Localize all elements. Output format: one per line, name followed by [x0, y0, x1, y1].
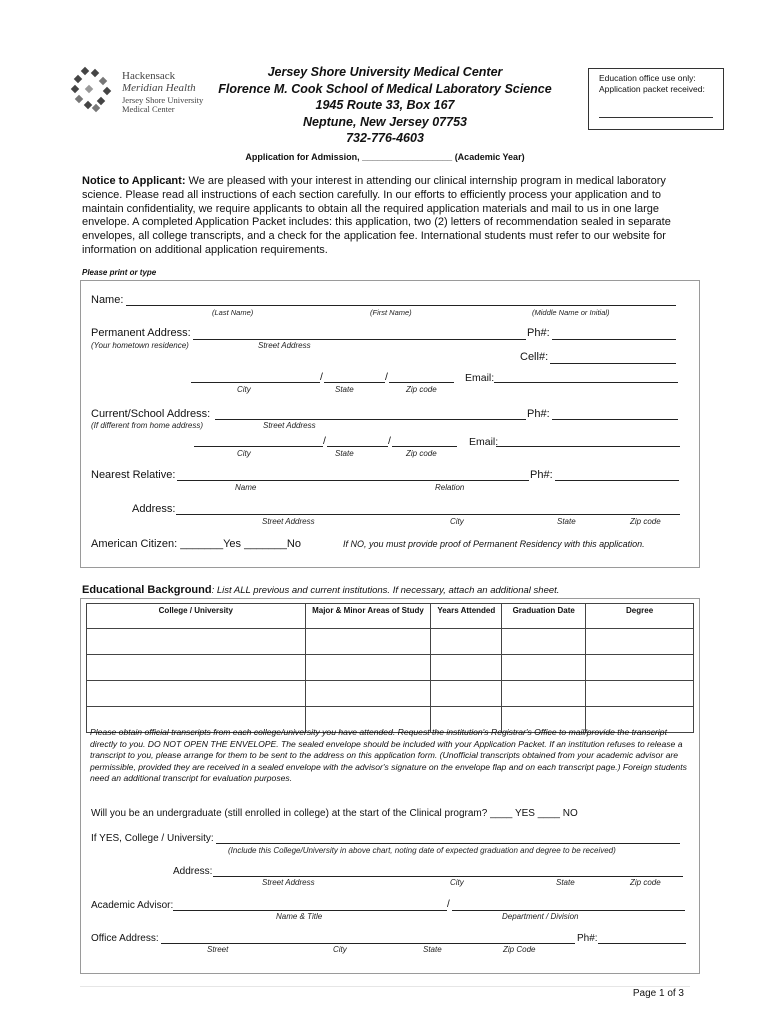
logo-line2: Meridian Health	[122, 82, 196, 94]
hometown-hint: (Your hometown residence)	[91, 341, 189, 350]
school-zip-caption: Zip code	[406, 449, 437, 458]
college-state-caption: State	[556, 878, 575, 887]
permanent-phone-label: Ph#:	[527, 327, 550, 339]
department-caption: Department / Division	[502, 912, 579, 921]
office-phone-field[interactable]	[598, 943, 686, 944]
col-college: College / University	[87, 604, 306, 629]
table-cell[interactable]	[502, 681, 586, 707]
permanent-email-field[interactable]	[494, 382, 678, 383]
application-title: Application for Admission, __________________ (Academic Year)	[245, 152, 525, 162]
relative-phone-label: Ph#:	[530, 469, 553, 481]
page-number: Page 1 of 3	[632, 988, 684, 999]
table-cell[interactable]	[502, 629, 586, 655]
advisor-name-field[interactable]	[173, 910, 447, 911]
notice-body: We are pleased with your interest in attending our clinical internship program in medical laboratory science. Please read all instructions of each section carefully. In our efforts to efficiently process your application and to maintain confidentiality, we require applicants to obtain all the required application materials and mail to us in one large envelope. A completed Application Packet includes: this application, two (2) letters of recommendation sealed in separate envelopes, all college transcripts, and a check for the application fee. International students must refer to our website for information on additional application requirements.	[82, 175, 671, 256]
header-phone: 732-776-4603	[346, 131, 424, 145]
table-cell[interactable]	[87, 629, 306, 655]
table-row	[87, 655, 694, 681]
if-yes-college-field[interactable]	[216, 843, 680, 844]
table-cell[interactable]	[586, 681, 694, 707]
school-phone-field[interactable]	[552, 419, 678, 420]
packet-received-label: Application packet received:	[599, 84, 705, 94]
middle-name-caption: (Middle Name or Initial)	[532, 308, 610, 317]
college-address-label: Address:	[173, 866, 213, 877]
state-caption: State	[335, 385, 354, 394]
col-graduation: Graduation Date	[502, 604, 586, 629]
nearest-relative-label: Nearest Relative:	[91, 469, 176, 481]
relative-address-field[interactable]	[176, 514, 680, 515]
if-yes-college-hint: (Include this College/University in above chart, noting date of expected graduation and degree to be received)	[228, 846, 616, 855]
table-cell[interactable]	[87, 655, 306, 681]
hospital-logo-text	[122, 71, 203, 114]
college-zip-caption: Zip code	[630, 878, 661, 887]
table-cell[interactable]	[586, 629, 694, 655]
relative-relation-caption: Relation	[435, 483, 465, 492]
advisor-department-field[interactable]	[452, 910, 685, 911]
citizen-note: If NO, you must provide proof of Permanent Residency with this application.	[343, 539, 645, 549]
permanent-address-field[interactable]	[193, 339, 526, 340]
header-street: 1945 Route 33, Box 167	[315, 98, 455, 112]
office-use-box	[588, 68, 724, 130]
slash-3: /	[323, 435, 326, 447]
table-cell[interactable]	[87, 681, 306, 707]
office-phone-label: Ph#:	[577, 933, 598, 944]
relative-street-caption: Street Address	[262, 517, 315, 526]
office-address-label: Office Address:	[91, 933, 159, 944]
last-name-caption: (Last Name)	[212, 308, 254, 317]
relative-zip-caption: Zip code	[630, 517, 661, 526]
footer-divider	[80, 986, 690, 987]
education-table	[86, 603, 694, 733]
permanent-city-field[interactable]	[191, 382, 320, 383]
city-caption: City	[237, 385, 251, 394]
col-years: Years Attended	[431, 604, 502, 629]
school-city-caption: City	[237, 449, 251, 458]
education-heading-bold: Educational Background	[82, 584, 212, 596]
academic-advisor-label: Academic Advisor:	[91, 900, 174, 911]
nearest-relative-field[interactable]	[177, 480, 529, 481]
notice-to-applicant	[82, 175, 692, 258]
packet-received-line	[599, 117, 713, 118]
table-cell[interactable]	[431, 629, 502, 655]
relative-address-label: Address:	[132, 503, 176, 515]
permanent-zip-field[interactable]	[389, 382, 454, 383]
slash-2: /	[385, 371, 388, 383]
school-state-caption: State	[335, 449, 354, 458]
name-label: Name:	[91, 294, 124, 306]
school-state-field[interactable]	[327, 446, 388, 447]
permanent-state-field[interactable]	[324, 382, 385, 383]
office-use-label: Education office use only:	[599, 73, 696, 83]
table-cell[interactable]	[431, 655, 502, 681]
american-citizen-question[interactable]: American Citizen: _______Yes _______No	[91, 538, 301, 550]
table-cell[interactable]	[305, 681, 431, 707]
table-cell[interactable]	[305, 629, 431, 655]
relative-phone-field[interactable]	[555, 480, 679, 481]
office-city-caption: City	[333, 945, 347, 954]
relative-city-caption: City	[450, 517, 464, 526]
educational-background-heading	[82, 584, 559, 596]
logo-line4: Medical Center	[122, 104, 175, 114]
college-city-caption: City	[450, 878, 464, 887]
school-phone-label: Ph#:	[527, 408, 550, 420]
college-street-caption: Street Address	[262, 878, 315, 887]
if-yes-college-label: If YES, College / University:	[91, 833, 214, 844]
school-address-field[interactable]	[215, 419, 526, 420]
school-city-field[interactable]	[194, 446, 323, 447]
college-address-field[interactable]	[213, 876, 683, 877]
school-zip-field[interactable]	[392, 446, 457, 447]
school-street-caption: Street Address	[263, 421, 316, 430]
relative-name-caption: Name	[235, 483, 257, 492]
name-title-caption: Name & Title	[276, 912, 323, 921]
permanent-email-label: Email:	[465, 372, 495, 384]
street-address-caption: Street Address	[258, 341, 311, 350]
logo-line3: Jersey Shore University	[122, 95, 204, 105]
relative-state-caption: State	[557, 517, 576, 526]
print-or-type-note: Please print or type	[82, 268, 157, 277]
col-degree: Degree	[586, 604, 694, 629]
office-street-caption: Street	[207, 945, 229, 954]
office-state-caption: State	[423, 945, 442, 954]
header-school: Florence M. Cook School of Medical Laboratory Science	[218, 81, 552, 96]
cell-label: Cell#:	[520, 351, 549, 363]
first-name-caption: (First Name)	[370, 308, 412, 317]
table-cell[interactable]	[502, 655, 586, 681]
col-major: Major & Minor Areas of Study	[305, 604, 431, 629]
table-cell[interactable]	[586, 655, 694, 681]
header-city: Neptune, New Jersey 07753	[303, 114, 467, 129]
slash-1: /	[320, 371, 323, 383]
office-address-field[interactable]	[161, 943, 575, 944]
notice-heading: Notice to Applicant:	[82, 175, 186, 187]
undergraduate-question[interactable]: Will you be an undergraduate (still enrolled in college) at the start of the Clinical program? ____ YES ____ NO	[91, 808, 578, 819]
table-cell[interactable]	[431, 681, 502, 707]
header-institution: Jersey Shore University Medical Center	[267, 65, 503, 79]
school-email-field[interactable]	[496, 446, 680, 447]
transcript-instructions: Please obtain official transcripts from each college/university you have attended. Request the institution's Registrar's Office to mail/provide the transcript directly to you. DO NOT OPEN THE ENVELOPE. The sealed envelope should be included with your Application Packet. If an institution refuses to release a transcript to you, please arrange for them to be sent to the address on this application form. (Unofficial transcripts obtained from your academic advisor are permissible, provided they are received in a sealed envelope with the advisor's signature on the envelope flap and on each transcript page.) Foreign students need an additional transcript for evaluation purposes.	[90, 727, 687, 784]
table-row	[87, 629, 694, 655]
name-field[interactable]	[126, 305, 676, 306]
hospital-logo-icon	[72, 68, 116, 112]
document-header	[210, 64, 560, 147]
permanent-address-label: Permanent Address:	[91, 327, 191, 339]
permanent-phone-field[interactable]	[552, 339, 676, 340]
zip-caption: Zip code	[406, 385, 437, 394]
school-address-label: Current/School Address:	[91, 408, 211, 420]
education-table-header	[87, 604, 694, 629]
school-address-hint: (If different from home address)	[91, 421, 204, 430]
logo-line1: Hackensack	[122, 70, 176, 82]
office-zip-caption: Zip Code	[503, 945, 536, 954]
cell-field[interactable]	[550, 363, 676, 364]
table-cell[interactable]	[305, 655, 431, 681]
school-email-label: Email:	[469, 436, 499, 448]
education-subheading: : List ALL previous and current institutions. If necessary, attach an additional sheet.	[211, 585, 560, 596]
advisor-slash: /	[447, 899, 450, 910]
table-row	[87, 681, 694, 707]
slash-4: /	[388, 435, 391, 447]
